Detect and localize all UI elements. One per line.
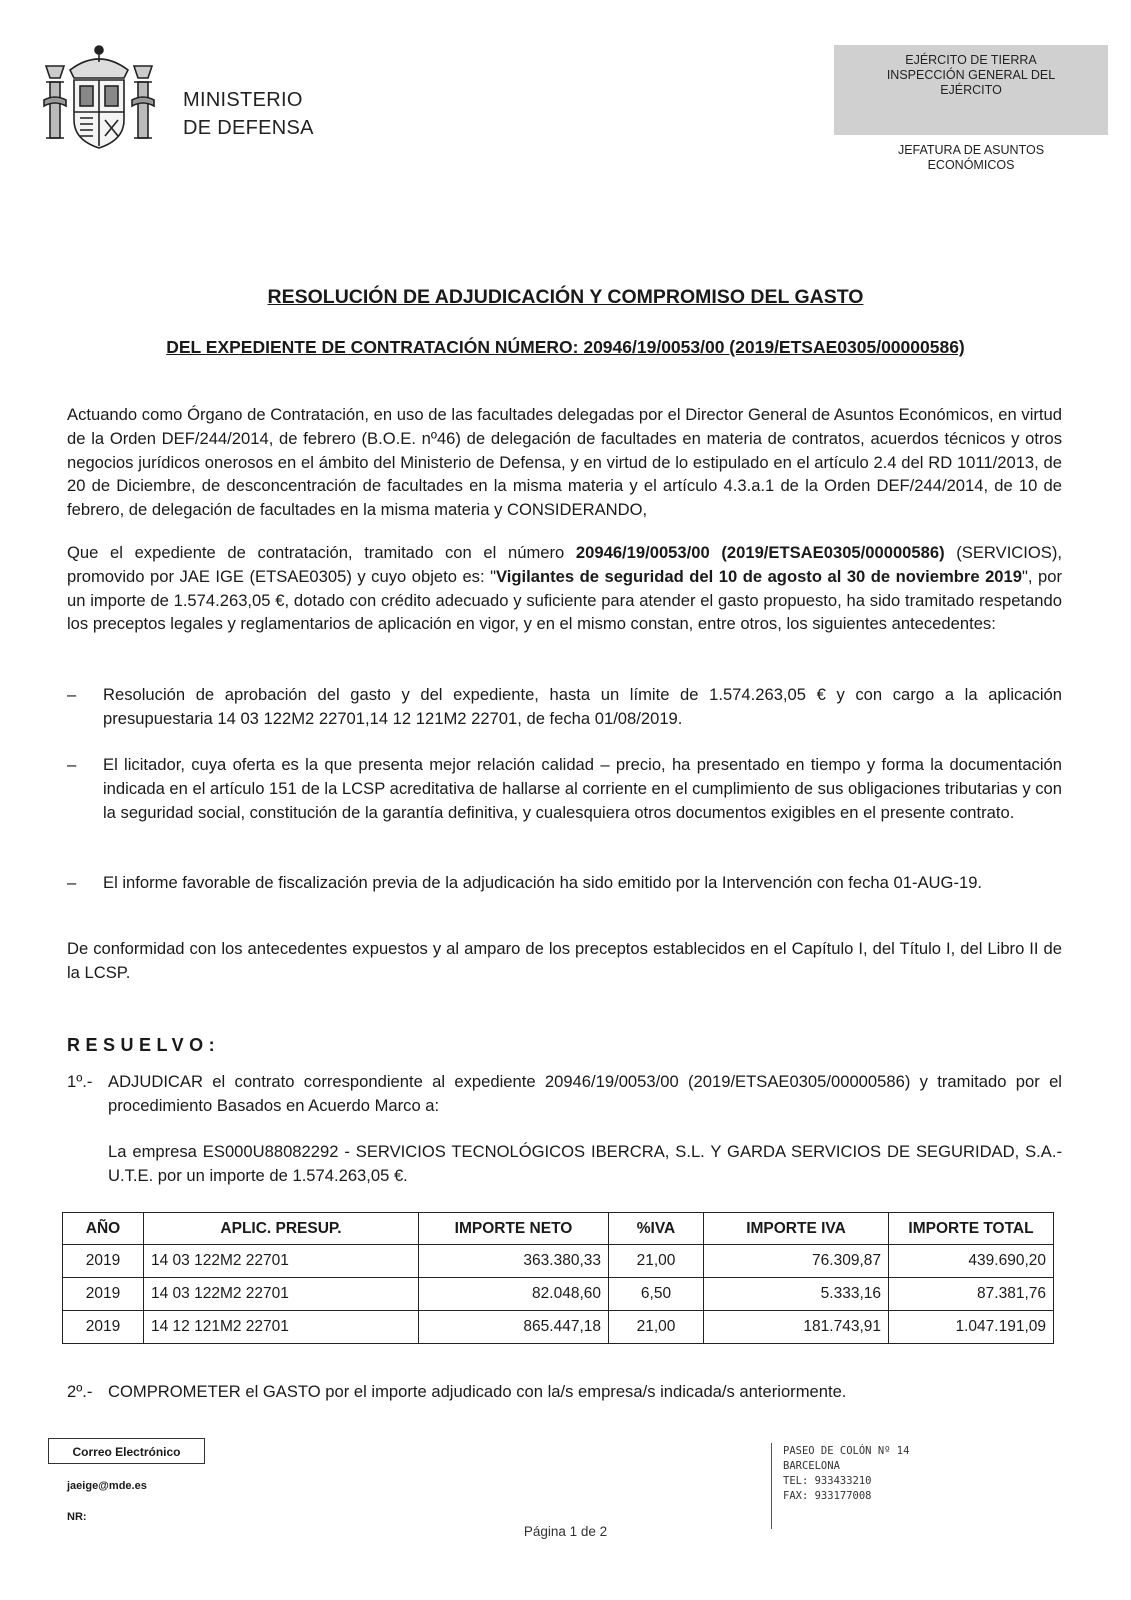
col-header-ano: AÑO [63, 1213, 144, 1245]
col-header-iva: IMPORTE IVA [704, 1213, 889, 1245]
table-row [63, 1311, 1054, 1344]
cell-total: 1.047.191,09 [889, 1311, 1054, 1344]
cell-iva: 181.743,91 [704, 1311, 889, 1344]
cell-ano: 2019 [63, 1245, 144, 1278]
cell-aplic: 14 03 122M2 22701 [144, 1245, 419, 1278]
org-line1: EJÉRCITO DE TIERRA [905, 53, 1037, 67]
phone: TEL: 933433210 [783, 1475, 872, 1487]
conformidad-paragraph: De conformidad con los antecedentes expuestos y al amparo de los preceptos establecidos en el Capítulo I, del Título I, del Libro II de la LCSP. [67, 939, 1062, 982]
table-row [63, 1278, 1054, 1311]
cell-neto: 865.447,18 [419, 1311, 609, 1344]
cell-iva: 76.309,87 [704, 1245, 889, 1278]
cell-aplic: 14 03 122M2 22701 [144, 1278, 419, 1311]
address-line2: BARCELONA [783, 1460, 840, 1472]
col-header-neto: IMPORTE NETO [419, 1213, 609, 1245]
org-line2: INSPECCIÓN GENERAL DEL [886, 68, 1056, 82]
table-row [63, 1245, 1054, 1278]
ministry-line2: DE DEFENSA [183, 117, 314, 139]
cell-total: 87.381,76 [889, 1278, 1054, 1311]
cell-neto: 82.048,60 [419, 1278, 609, 1311]
que-text-b: (SERVICIOS), promovido por JAE IGE (ETSAE0305) y cuyo objeto es: " [67, 543, 1063, 586]
nr-label: NR: [67, 1511, 87, 1523]
cell-ano: 2019 [63, 1278, 144, 1311]
dept-line1: JEFATURA DE ASUNTOS [897, 143, 1045, 157]
ministry-name [183, 86, 314, 142]
expediente-number: 20946/19/0053/00 (2019/ETSAE0305/00000586) [575, 543, 945, 562]
email-label-box: Correo Electrónico [48, 1438, 205, 1464]
spain-coat-of-arms-icon [40, 40, 158, 158]
col-header-iva-pct: %IVA [609, 1213, 704, 1245]
item2-number: 2º.- [67, 1382, 93, 1401]
fax: FAX: 933177008 [783, 1490, 872, 1502]
dept-line2: ECONÓMICOS [927, 158, 1015, 172]
cell-neto: 363.380,33 [419, 1245, 609, 1278]
resuelvo-heading: RESUELVO: [67, 1035, 221, 1055]
page-number: Página 1 de 2 [523, 1524, 608, 1539]
antecedent-text: El licitador, cuya oferta es la que presenta mejor relación calidad – precio, ha presentado en tiempo y forma la documentación indicada en el artículo 151 de la LCSP acreditativa de hallarse al corriente en el cumplimiento de sus obligaciones tributarias y con la seguridad social, constitución de la garantía definitiva, y cualesquiera otros documentos exigibles en el presente contrato. [103, 755, 1062, 822]
cell-iva-pct: 21,00 [609, 1311, 704, 1344]
cell-iva-pct: 21,00 [609, 1245, 704, 1278]
considerando-paragraph [67, 541, 1062, 636]
org-box [834, 45, 1108, 135]
contract-object: Vigilantes de seguridad del 10 de agosto al 30 de noviembre 2019 [496, 566, 1022, 586]
item1-number: 1º.- [67, 1072, 93, 1091]
email-address[interactable]: jaeige@mde.es [67, 1480, 147, 1492]
table-header-row [63, 1213, 1054, 1245]
antecedent-text: El informe favorable de fiscalización previa de la adjudicación ha sido emitido por la Intervención con fecha 01-AUG-19. [103, 873, 983, 892]
ministry-line1: MINISTERIO [183, 89, 303, 111]
footer-divider [771, 1443, 772, 1529]
document-title: RESOLUCIÓN DE ADJUDICACIÓN Y COMPROMISO DEL GASTO [267, 286, 864, 308]
cell-iva: 5.333,16 [704, 1278, 889, 1311]
department-name [834, 143, 1108, 173]
antecedent-text: Resolución de aprobación del gasto y del expediente, hasta un límite de 1.574.263,05 € y con cargo a la aplicación presupuestaria 14 03 122M2 22701,14 12 121M2 22701, de fecha 01/08/2019. [103, 685, 1062, 728]
org-line3: EJÉRCITO [940, 83, 1002, 97]
cell-iva-pct: 6,50 [609, 1278, 704, 1311]
item1-text: ADJUDICAR el contrato correspondiente al expediente 20946/19/0053/00 (2019/ETSAE0305/00000586) y tramitado por el procedimiento Basados en Acuerdo Marco a: [108, 1072, 1062, 1115]
bullet-dash: – [67, 755, 77, 774]
item2-text: COMPROMETER el GASTO por el importe adjudicado con la/s empresa/s indicada/s anteriormente. [108, 1382, 847, 1401]
bullet-dash: – [67, 685, 77, 704]
intro-paragraph: Actuando como Órgano de Contratación, en uso de las facultades delegadas por el Director General de Asuntos Económicos, en virtud de la Orden DEF/244/2014, de febrero (B.O.E. nº46) de delegación de facultades en materia de contratos, acuerdos técnicos y otros negocios jurídicos onerosos en el ámbito del Ministerio de Defensa, y en virtud de lo estipulado en el artículo 2.4 del RD 1011/2013, de 20 de Diciembre, de desconcentración de facultades en la misma materia y el artículo 4.3.a.1 de la Orden DEF/244/2014, de 10 de febrero, de delegación de facultades en la misma materia y CONSIDERANDO, [67, 405, 1062, 520]
col-header-aplic: APLIC. PRESUP. [144, 1213, 419, 1245]
bullet-dash: – [67, 873, 77, 892]
budget-table [62, 1212, 1054, 1344]
cell-ano: 2019 [63, 1311, 144, 1344]
cell-total: 439.690,20 [889, 1245, 1054, 1278]
que-text-a: Que el expediente de contratación, tramitado con el número [67, 543, 576, 562]
col-header-total: IMPORTE TOTAL [889, 1213, 1054, 1245]
address-line1: PASEO DE COLÓN Nº 14 [783, 1445, 910, 1457]
awarded-company: La empresa ES000U88082292 - SERVICIOS TECNOLÓGICOS IBERCRA, S.L. Y GARDA SERVICIOS DE SEGURIDAD, S.A.- U.T.E. por un importe de 1.574.263,05 €. [108, 1142, 1062, 1185]
cell-aplic: 14 12 121M2 22701 [144, 1311, 419, 1344]
address-block [783, 1444, 909, 1504]
que-text-c: ", por un importe de 1.574.263,05 €, dotado con crédito adecuado y suficiente para atender el gasto propuesto, ha sido tramitado respetando los preceptos legales y reglamentarios de aplicación en vigor, y en el mismo constan, entre otros, los siguientes antecedentes: [67, 566, 1062, 634]
document-subtitle: DEL EXPEDIENTE DE CONTRATACIÓN NÚMERO: 20946/19/0053/00 (2019/ETSAE0305/00000586) [166, 337, 965, 357]
